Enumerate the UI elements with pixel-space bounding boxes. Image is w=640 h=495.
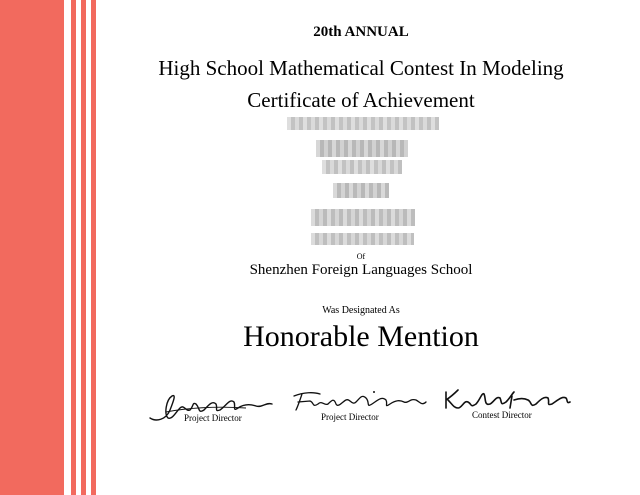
certificate-title: Certificate of Achievement — [247, 88, 475, 112]
redacted-advisor-name — [287, 117, 439, 130]
signature-snook — [440, 388, 574, 412]
school-name: Shenzhen Foreign Languages School — [249, 262, 473, 278]
designation-label: Was Designated As — [322, 305, 400, 316]
left-border-stripe — [81, 0, 86, 495]
of-label: Of — [356, 252, 366, 261]
redacted-student-name — [333, 183, 389, 198]
redacted-student-name — [322, 160, 402, 174]
signatory-title: Contest Director — [472, 410, 532, 420]
contest-title: High School Mathematical Contest In Modeling — [158, 56, 564, 80]
contest-edition: 20th ANNUAL — [313, 24, 409, 40]
left-border-stripe — [71, 0, 76, 495]
redacted-student-name — [311, 233, 414, 245]
signatory-title: Project Director — [184, 413, 242, 423]
signature-giordano — [290, 388, 430, 414]
award-title: Honorable Mention — [243, 320, 479, 353]
signatory-title: Project Director — [321, 412, 379, 422]
redacted-student-name — [316, 140, 408, 157]
redacted-student-name — [311, 209, 415, 226]
left-border-stripe-wide — [0, 0, 64, 495]
